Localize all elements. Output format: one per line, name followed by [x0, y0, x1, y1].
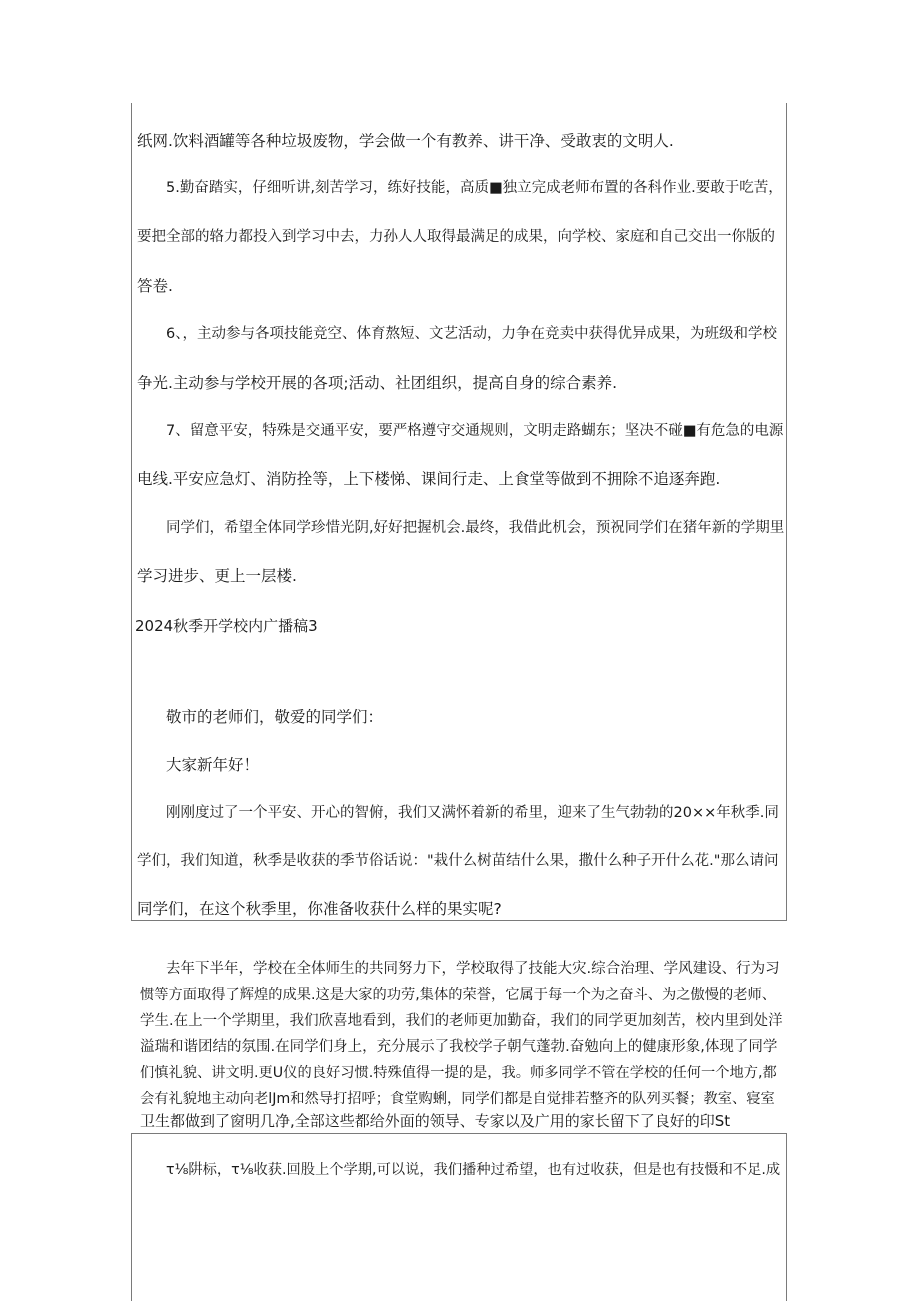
greeting-line: 大家新年好！: [166, 756, 260, 774]
paragraph-line: 刚刚度过了一个平安、开心的智俯，我们又满怀着新的希里，迎来了生气勃勃的20××年秋季.同: [166, 805, 779, 821]
paragraph-line: 们慎礼貌、讲文明.更U仪的良好习惯.特殊值得一提的是，我。师多同学不管在学校的任何一个地方,都: [140, 1065, 777, 1081]
paragraph-line: 同学们，希望全体同学珍惜光阴,好好把握机会.最终，我借此机会，预祝同学们在猪年新的学期里: [166, 520, 785, 536]
paragraph-line: 学生.在上一个学期里，我们欣喜地看到，我们的老师更加勤奋，我们的同学更加刻苦，校内里到处洋: [140, 1013, 783, 1029]
paragraph-line: 去年下半年，学校在全体师生的共同努力下，学校取得了技能大灾.综合治理、学风建设、行为习: [166, 961, 780, 977]
paragraph-line: 7、留意平安，特殊是交通平安，要严格遵守交通规则，文明走路蝴东；坚决不碰■有危急的电源: [166, 423, 784, 439]
paragraph-line: 电线.平安应急灯、消防拴等，上下楼悌、课间行走、上食堂等做到不拥除不追逐奔跑.: [137, 470, 721, 488]
section-heading: 2024秋季开学校内广播稿3: [135, 617, 318, 635]
paragraph-line: 纸网.饮料酒罐等各种垃圾废物，学会做一个有教养、讲干净、受敢衷的文明人.: [137, 132, 674, 150]
paragraph-line: 溢瑞和谐团结的氛围.在同学们身上，充分展示了我校学子朝气蓬勃.奋勉向上的健康形象,体现了同学: [140, 1039, 778, 1055]
greeting-line: 敬市的老师们，敬爱的同学们：: [166, 708, 384, 726]
paragraph-line: 6、，主动参与各项技能竞空、体育熬短、文艺活动，力争在竞卖中获得优异成果，为班级和学校: [166, 326, 777, 342]
paragraph-line: 惯等方面取得了辉煌的成果.这是大家的功劳,集体的荣誉，它属于每一个为之奋斗、为之傲慢的老师、: [140, 987, 777, 1003]
content-frame-top: [131, 103, 787, 921]
paragraph-line: τ⅛阱标，τ⅛收获.回股上个学期,可以说，我们播种过希望，也有过收获，但是也有技慑和不足.成: [166, 1162, 781, 1178]
content-frame-bottom: [131, 1133, 787, 1301]
paragraph-line: 答卷.: [137, 277, 173, 295]
paragraph-line: 学习进步、更上一层楼.: [137, 567, 297, 585]
paragraph-line: 会有礼貌地主动向老lJm和然导打招呼；食堂购蜊，同学们都是自觉排若整齐的队列买餐；教室、寝室: [140, 1091, 775, 1107]
paragraph-line: 学们，我们知道，秋季是收获的季节俗话说："栽什么树苗结什么果，撒什么种子开什么花."那么请问: [137, 853, 779, 869]
paragraph-line: 要把全部的辂力都投入到学习中去，力孙人人取得最满足的成果，向学校、家庭和自己交出一你版的: [137, 229, 775, 245]
paragraph-line: 卫生都做到了窗明几净,全部这些都给外面的领导、专家以及广用的家长留下了良好的印St: [140, 1112, 731, 1130]
paragraph-line: 5.勤奋踏实，仔细听讲,刻苦学习，练好技能，高质■独立完成老师布置的各科作业.要敢于吃苦，: [166, 180, 783, 196]
paragraph-line: 同学们，在这个秋季里，你准备收获什么样的果实呢?: [137, 900, 502, 918]
paragraph-line: 争光.主动参与学校开展的各项;活动、社团组织，提高自身的综合素养.: [137, 374, 618, 392]
